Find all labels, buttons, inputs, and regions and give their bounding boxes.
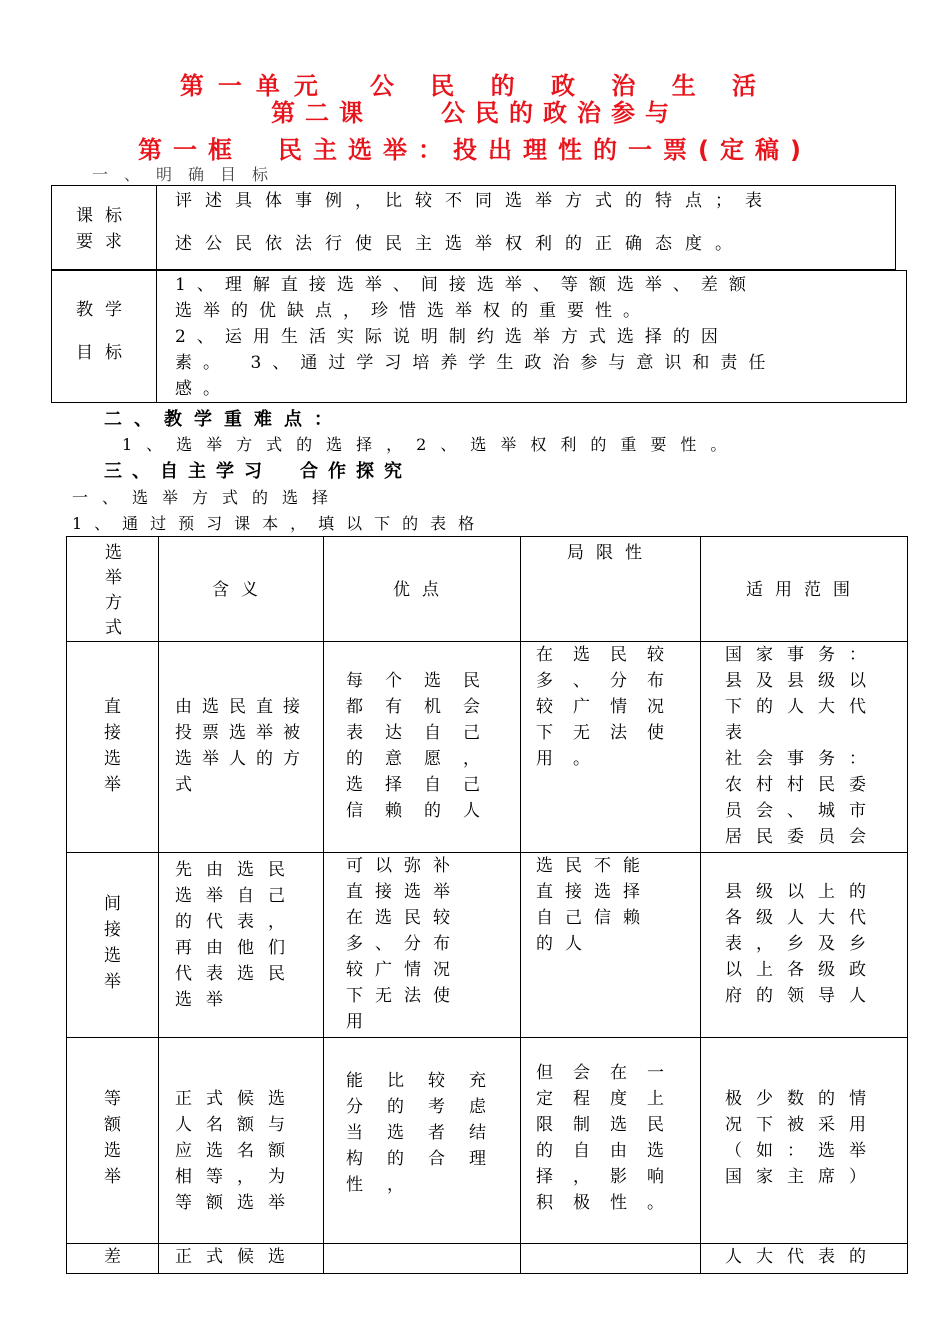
section-2-content: 1、选举方式的选择，2、选举权利的重要性。 xyxy=(122,435,741,454)
lesson-title: 第二课 公民的政治参与 xyxy=(271,99,679,127)
goal-line-4: 素。 3、通过学习培养学生政治参与意识和责任 xyxy=(175,353,777,373)
section-1-heading: 一、明确目标 xyxy=(92,165,285,184)
row-scope: 人大代表的 xyxy=(701,1244,908,1274)
row-scope: 国家事务：县及县级以下的人大代表 社会事务：农村村民委员会、城市居民委员会 xyxy=(701,642,908,853)
goal-label-1: 教学 xyxy=(76,300,134,320)
election-modes-table xyxy=(66,536,908,1274)
section-3-sub2: 1、通过预习课本，填以下的表格 xyxy=(72,514,487,533)
frame-title: 第一框 民主选举：投出理性的一票(定稿) xyxy=(138,136,812,164)
row-meaning: 由选民直接投票选举被选举人的方式 xyxy=(159,642,324,853)
row-limit xyxy=(521,1244,701,1274)
header-mode: 选举方式 xyxy=(67,537,159,642)
standard-label-2: 要求 xyxy=(76,232,134,252)
row-scope: 县级以上的各级人大代表，乡及乡以上各级政府的领导人 xyxy=(701,853,908,1038)
standard-text-2: 述公民依法行使民主选举权利的正确态度。 xyxy=(175,234,745,254)
table-row xyxy=(67,1244,908,1274)
row-meaning: 先由选民选举自己的代表，再由他们代表选民选举 xyxy=(159,853,324,1038)
row-limit: 选民不能直接选择自己信赖的人 xyxy=(521,853,701,1038)
section-3-sub1: 一、选举方式的选择 xyxy=(72,488,343,507)
standard-text-1: 评述具体事例，比较不同选举方式的特点；表 xyxy=(175,191,775,211)
goal-label-2: 目标 xyxy=(76,343,134,363)
row-merit: 每个选民都有机会表达自己的意愿，选择自己信赖的人 xyxy=(324,642,521,853)
section-2-heading: 二、教学重难点： xyxy=(104,409,344,430)
row-mode: 差 xyxy=(67,1244,159,1274)
goal-line-2: 选举的优缺点，珍惜选举权的重要性。 xyxy=(175,301,651,321)
goal-line-5: 感。 xyxy=(175,379,231,399)
row-scope: 极少数的情况下被采用（如：选举国家主席） xyxy=(701,1038,908,1244)
row-limit: 但会在一定程度上限制选民的自由选择，影响积极性。 xyxy=(521,1038,701,1244)
table-header-row xyxy=(67,537,908,642)
row-limit: 在选民较多、分布较广情况下无法使用。 xyxy=(521,642,701,853)
header-merit: 优点 xyxy=(324,537,521,642)
section-3-heading: 三、自主学习 合作探究 xyxy=(104,461,412,482)
row-mode: 直接选举 xyxy=(67,642,159,853)
divider xyxy=(156,185,157,270)
goal-line-1: 1、理解直接选举、间接选举、等额选举、差额 xyxy=(175,275,757,295)
header-limit: 局限性 xyxy=(521,537,701,642)
header-meaning: 含义 xyxy=(159,537,324,642)
row-merit xyxy=(324,1244,521,1274)
row-mode: 等额选举 xyxy=(67,1038,159,1244)
table-row xyxy=(67,1038,908,1244)
divider xyxy=(156,270,157,403)
unit-title: 第一单元 公 民 的 政 治 生 活 xyxy=(179,72,771,100)
header-scope: 适用范围 xyxy=(701,537,908,642)
row-meaning: 正式候选 xyxy=(159,1244,324,1274)
row-merit: 能比较充分的考虑当选者结构的合理性， xyxy=(324,1038,521,1244)
table-row xyxy=(67,642,908,853)
row-merit: 可以弥补直接选举在选民较多、分布较广情况下无法使用 xyxy=(324,853,521,1038)
goal-line-3: 2、运用生活实际说明制约选举方式选择的因 xyxy=(175,327,729,347)
row-meaning: 正式候选人名额与应选名额相等，为等额选举 xyxy=(159,1038,324,1244)
standard-label-1: 课标 xyxy=(76,206,134,226)
row-mode: 间接选举 xyxy=(67,853,159,1038)
table-row xyxy=(67,853,908,1038)
